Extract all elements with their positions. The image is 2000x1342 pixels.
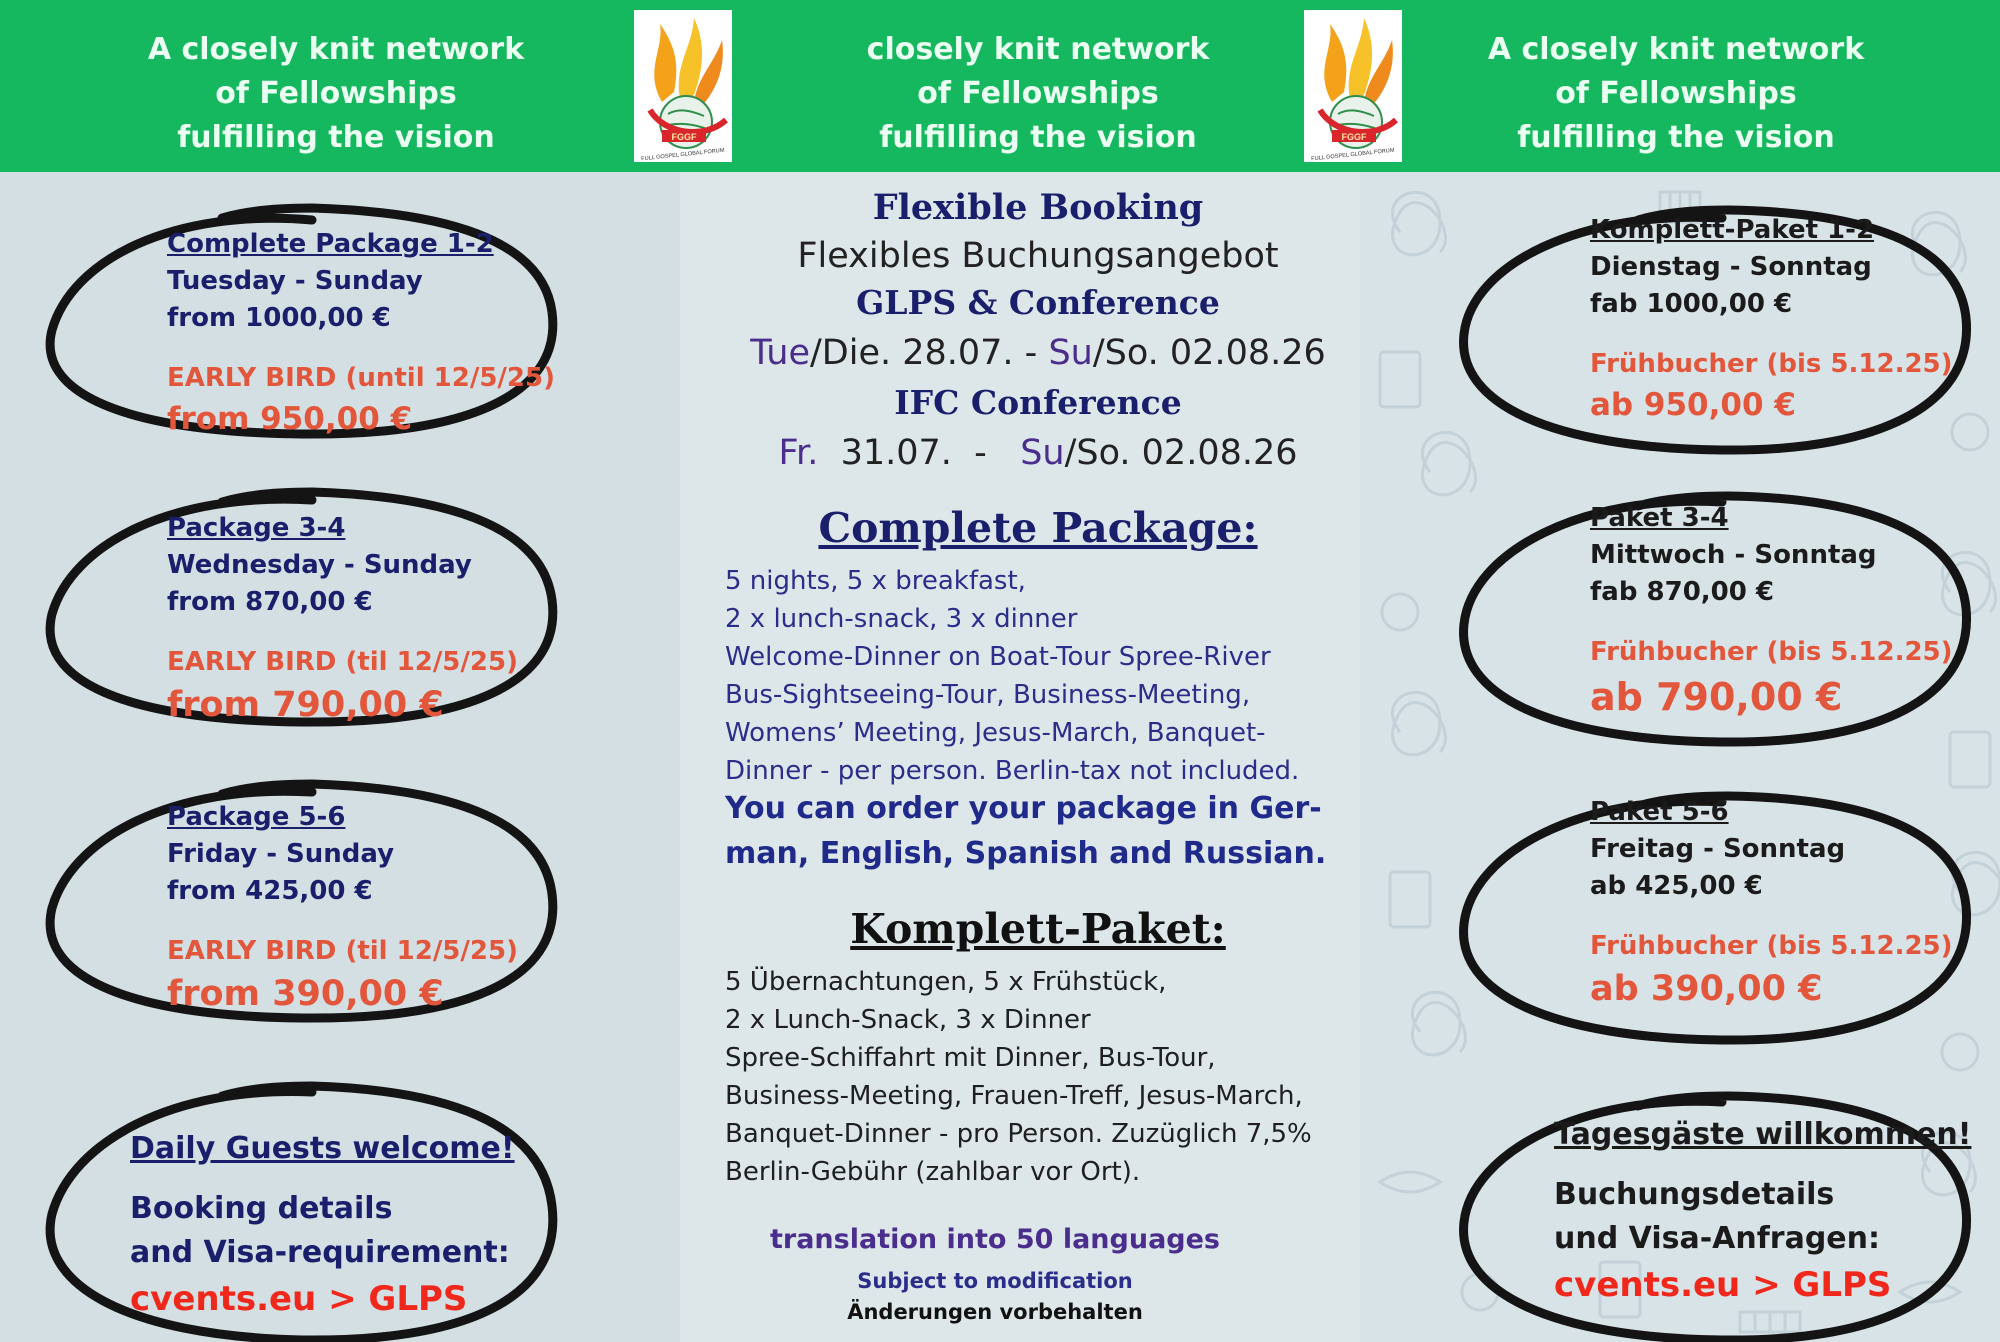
daily-guests-title: Tagesgäste willkommen! [1554,1117,1972,1152]
komplett-paket-line: Berlin-Gebühr (zahlbar vor Ort). [725,1157,1141,1187]
logo-acronym: FGGF [671,132,697,142]
komplett-paket-line: 5 Übernachtungen, 5 x Frühstück, [725,967,1167,997]
early-bird-label: EARLY BIRD (til 12/5/25) [167,647,518,677]
ifc-title: IFC Conference [894,383,1182,422]
package-title: Package 5-6 [167,802,346,832]
complete-package-line: 5 nights, 5 x breakfast, [725,566,1026,596]
komplett-paket-line: Banquet-Dinner - pro Person. Zuzüglich 7,5% [725,1119,1312,1149]
package-title: Complete Package 1-2 [167,229,494,259]
ifc-dates [688,426,1388,480]
package-days: Friday - Sunday [167,839,395,869]
early-bird-label: EARLY BIRD (til 12/5/25) [167,936,518,966]
flexible-booking-heading: Flexible Booking [872,187,1204,228]
package-block-2 [167,510,518,729]
komplett-paket-title: Komplett-Paket: [850,905,1226,953]
booking-link[interactable]: cvents.eu > GLPS [130,1279,468,1319]
paket-block-2 [1590,500,1953,723]
order-languages [725,786,1326,876]
early-bird-price: from 950,00 € [167,401,413,437]
package-price: fab 870,00 € [1590,577,1774,607]
logo-caption: FULL GOSPEL GLOBAL FORUM [1310,147,1395,162]
header-banner [0,0,2000,172]
glps-dates [688,326,1388,380]
aenderungen-note: Änderungen vorbehalten [847,1300,1143,1324]
fggf-logo [634,10,732,162]
date-text: /So. 02.08.26 [1092,333,1326,373]
package-block-1 [167,226,555,441]
booking-header [688,184,1388,480]
logo-acronym: FGGF [1341,132,1367,142]
logo-caption: FULL GOSPEL GLOBAL FORUM [640,147,725,162]
early-bird-label: Frühbucher (bis 5.12.25) [1590,931,1953,961]
date-day-en: Su [1020,433,1065,473]
early-bird-price: ab 950,00 € [1590,387,1796,423]
date-text: /So. 02.08.26 [1064,433,1298,473]
package-block-3 [167,799,518,1018]
package-days: Mittwoch - Sonntag [1590,540,1877,570]
tagline-left [86,28,586,160]
early-bird-price: from 790,00 € [167,685,444,725]
tagline-middle [788,28,1288,160]
package-price: from 1000,00 € [167,303,391,333]
package-price: from 870,00 € [167,587,373,617]
date-day-en: Fr. [778,433,819,473]
date-day-en: Su [1048,333,1093,373]
translation-note: translation into 50 languages [769,1224,1221,1255]
flame-logo-icon [1304,10,1402,162]
early-bird-label: EARLY BIRD (until 12/5/25) [167,363,555,393]
tagline-line: A closely knit network [1487,32,1865,67]
date-text: 31.07. - [818,433,1021,473]
booking-link[interactable]: cvents.eu > GLPS [1554,1265,1892,1305]
paket-block-1 [1590,212,1953,427]
package-price: from 425,00 € [167,876,373,906]
package-title: Komplett-Paket 1-2 [1590,215,1875,245]
komplett-paket-list [725,963,1312,1191]
complete-package-line: Dinner - per person. Berlin-tax not included. [725,756,1300,786]
package-days: Tuesday - Sunday [167,266,423,296]
subject-note: Subject to modification [857,1269,1133,1293]
tagline-line: of Fellowships [917,76,1159,111]
tagline-line: A closely knit network [147,32,525,67]
tagline-line: fulfilling the vision [177,120,495,155]
package-title: Package 3-4 [167,513,346,543]
date-day-en: Tue [750,333,810,373]
glps-title: GLPS & Conference [856,283,1220,322]
daily-guests-title: Daily Guests welcome! [130,1131,515,1166]
komplett-paket-line: Spree-Schiffahrt mit Dinner, Bus-Tour, [725,1043,1216,1073]
date-text: /Die. 28.07. - [809,333,1049,373]
komplett-paket-line: 2 x Lunch-Snack, 3 x Dinner [725,1005,1091,1035]
tagline-line: of Fellowships [215,76,457,111]
tagline-line: of Fellowships [1555,76,1797,111]
package-days: Wednesday - Sunday [167,550,472,580]
tagline-line: fulfilling the vision [1517,120,1835,155]
tagesgaeste-block [1554,1113,1971,1309]
package-title: Paket 3-4 [1590,503,1729,533]
booking-details-line: und Visa-Anfragen: [1554,1221,1881,1256]
early-bird-label: Frühbucher (bis 5.12.25) [1590,637,1953,667]
fggf-logo [1304,10,1402,162]
tagline-right [1426,28,1926,160]
complete-package-list [725,562,1299,790]
complete-package-line: Welcome-Dinner on Boat-Tour Spree-River [725,642,1271,672]
flexible-booking-heading-de: Flexibles Buchungsangebot [797,236,1279,276]
package-title: Paket 5-6 [1590,797,1729,827]
package-price: ab 425,00 € [1590,871,1763,901]
complete-package-line: Bus-Sightseeing-Tour, Business-Meeting, [725,680,1251,710]
komplett-paket-line: Business-Meeting, Frauen-Treff, Jesus-March, [725,1081,1303,1111]
early-bird-label: Frühbucher (bis 5.12.25) [1590,349,1953,379]
booking-details-line: and Visa-requirement: [130,1235,510,1270]
tagline-line: closely knit network [866,32,1210,67]
package-price: fab 1000,00 € [1590,289,1793,319]
complete-package-line: Womens’ Meeting, Jesus-March, Banquet- [725,718,1266,748]
flame-logo-icon [634,10,732,162]
order-line: man, English, Spanish and Russian. [725,836,1327,871]
early-bird-price: ab 390,00 € [1590,969,1823,1009]
complete-package-line: 2 x lunch-snack, 3 x dinner [725,604,1078,634]
early-bird-price: from 390,00 € [167,974,444,1014]
package-days: Dienstag - Sonntag [1590,252,1872,282]
booking-details-line: Booking details [130,1191,393,1226]
order-line: You can order your package in Ger- [725,791,1322,826]
daily-guests-block [130,1127,515,1323]
paket-block-3 [1590,794,1953,1013]
early-bird-price: ab 790,00 € [1590,675,1843,719]
booking-details-line: Buchungsdetails [1554,1177,1835,1212]
complete-package-title: Complete Package: [818,504,1258,552]
package-days: Freitag - Sonntag [1590,834,1846,864]
tagline-line: fulfilling the vision [879,120,1197,155]
